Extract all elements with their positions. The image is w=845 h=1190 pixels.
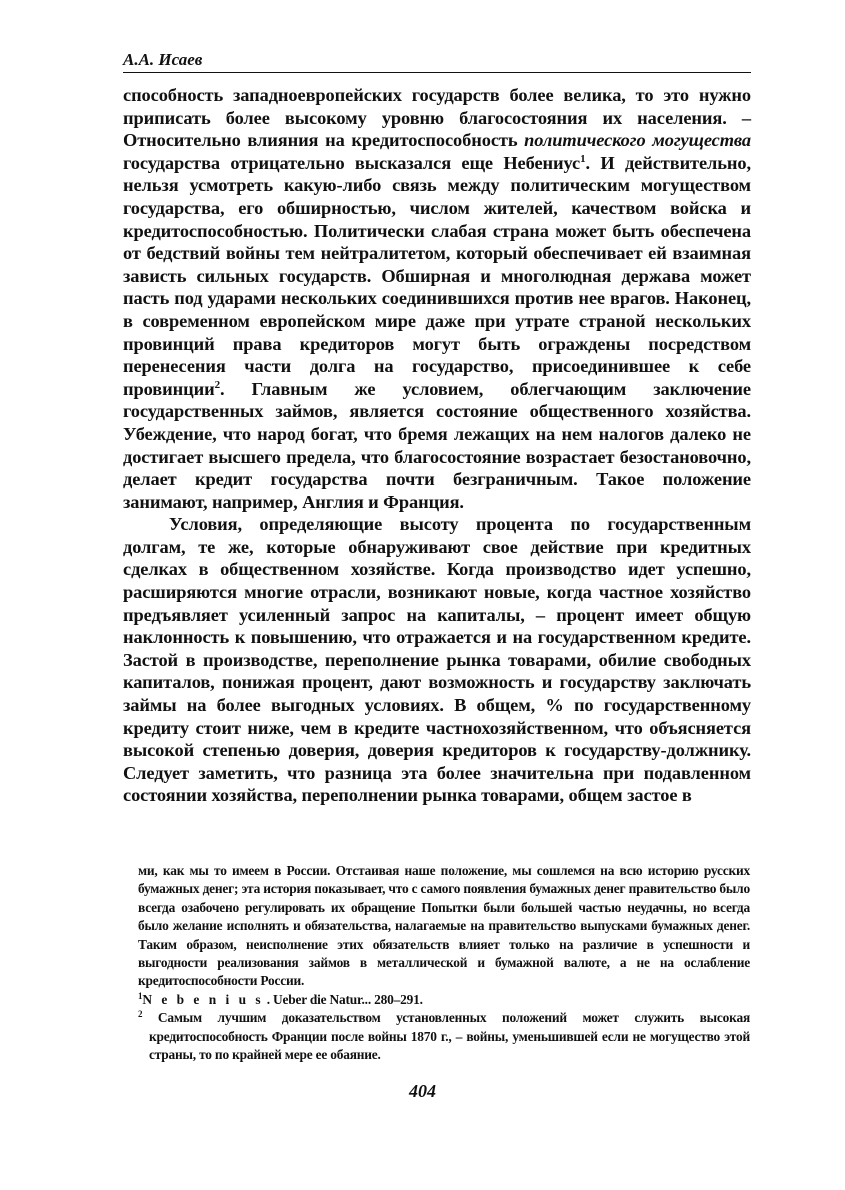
header-rule [123, 72, 751, 73]
main-text [123, 84, 751, 807]
footnote-continuation: ми, как мы то имеем в России. Отстаивая наше положение, мы сошлемся на всю историю русских бумажных денег; эта история показывает, что с самого появления бумажных денег правительство было всегда озабочено регулировать их обращение Попытки были большей частью неудачны, но всегда было желание исполнять и обязательства, налагаемые на правительство выпусками бумажных денег. Таким образом, неисполнение этих обязательств влияет только на различие в успешности и выгодности реализования займов в металлической и бумажной валюте, а не на ослабление кредитоспособности России. [138, 863, 750, 989]
footnote-2-marker: 2 [138, 1009, 143, 1020]
footnote-2 [138, 1009, 750, 1064]
footnotes [138, 862, 750, 1064]
paragraph-1 [123, 84, 751, 513]
paragraph-1-middle: . И действительно, нельзя усмотреть какую-либо связь между политическим могуществом государства, его обширностью, числом жителей, качеством войска и кредитоспособностью. Политически слабая страна может быть обеспечена от бедствий войны тем нейтралитетом, который обеспечивает ей взаимная зависть сильных государств. Обширная и многолюдная держава может пасть под ударами нескольких соединившихся против нее врагов. Наконец, в современном европейском мире даже при утрате страной нескольких провинций права кредиторов могут быть ограждены посредством перенесения части долга на государство, присоединившее к себе провинции [123, 152, 751, 399]
footnote-1-marker: 1 [138, 990, 143, 1001]
paragraph-1-italic: политического могущества [524, 130, 751, 151]
paragraph-1-start: способность западноевропейских государств более велика, то это нужно приписать более высокому уровню благосостояния их населения. – Относительно влияния на кредитоспособность [123, 85, 751, 151]
page-number: 404 [409, 1081, 436, 1101]
paragraph-1-end: . Главным же условием, облегчающим заключение государственных займов, является состояние общественного хозяйства. Убеждение, что народ богат, что бремя лежащих на нем налогов далеко не достигает высшего предела, что благосостояние возрастает безостановочно, делает кредит государства почти безграничным. Такое положение занимают, например, Англия и Франция. [123, 378, 751, 512]
footnote-1-text: . Ueber die Natur... 280–291. [263, 991, 423, 1007]
paragraph-1-after-italic: государства отрицательно высказался еще Небениус [123, 152, 581, 173]
paragraph-2: Условия, определяющие высоту процента по государственным долгам, те же, которые обнаруживают свое действие при кредитных сделках в общественном хозяйстве. Когда производство идет успешно, расширяются многие отрасли, возникают новые, когда частное хозяйство предъявляет усиленный запрос на капиталы, – процент имеет общую наклонность к повышению, что отражается и на государственном кредите. Застой в производстве, переполнение рынка товарами, обилие свободных капиталов, понижая процент, дают возможность и государству заключать займы на более выгодных условиях. В общем, % по государственному кредиту стоит ниже, чем в кредите частнохозяйственном, что объясняется высокой степенью доверия, доверия кредиторов к государству-должнику. Следует заметить, что разница эта более значительна при подавленном состоянии хозяйства, переполнении рынка товарами, общем застое в [123, 514, 751, 806]
running-header: А.А. Исаев [123, 50, 203, 69]
footnote-1 [138, 991, 750, 1009]
footnote-1-author: N e b e n i u s [142, 991, 264, 1007]
footnote-ref-1[interactable]: 1 [580, 152, 586, 165]
footnote-ref-2[interactable]: 2 [214, 378, 220, 391]
footnote-2-text: Самым лучшим доказательством установленных положений может служить высокая кредитоспособность Франции после войны 1870 г., – войны, уменьшившей если не могущество этой страны, то по крайней мере ее обаяние. [142, 1010, 750, 1063]
